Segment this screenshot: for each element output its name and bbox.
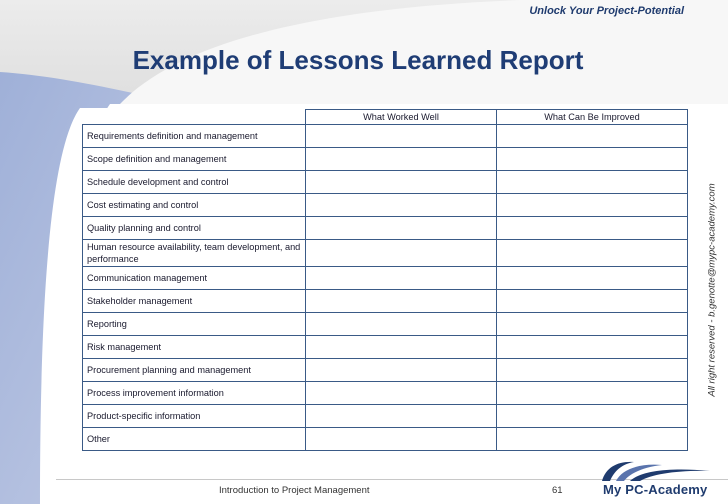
row-label: Process improvement information	[83, 382, 306, 405]
can-be-improved-cell[interactable]	[497, 217, 688, 240]
table-row	[83, 194, 688, 217]
table-row	[83, 171, 688, 194]
can-be-improved-cell[interactable]	[497, 290, 688, 313]
table-corner-cell	[83, 110, 306, 125]
brand-name: My PC-Academy	[603, 482, 708, 497]
worked-well-cell[interactable]	[306, 405, 497, 428]
column-header-what-worked-well: What Worked Well	[306, 110, 497, 125]
worked-well-cell[interactable]	[306, 148, 497, 171]
table-row	[83, 267, 688, 290]
worked-well-cell[interactable]	[306, 428, 497, 451]
worked-well-cell[interactable]	[306, 359, 497, 382]
table-row	[83, 428, 688, 451]
lessons-learned-table	[82, 109, 688, 451]
brand-logo-icon	[600, 459, 712, 481]
row-label: Reporting	[83, 313, 306, 336]
row-label: Requirements definition and management	[83, 125, 306, 148]
row-label: Human resource availability, team development, and performance	[83, 240, 306, 267]
table-row	[83, 217, 688, 240]
worked-well-cell[interactable]	[306, 125, 497, 148]
worked-well-cell[interactable]	[306, 336, 497, 359]
row-label: Risk management	[83, 336, 306, 359]
row-label: Cost estimating and control	[83, 194, 306, 217]
worked-well-cell[interactable]	[306, 171, 497, 194]
row-label: Procurement planning and management	[83, 359, 306, 382]
footer-course-title: Introduction to Project Management	[219, 485, 370, 496]
can-be-improved-cell[interactable]	[497, 125, 688, 148]
can-be-improved-cell[interactable]	[497, 194, 688, 217]
can-be-improved-cell[interactable]	[497, 428, 688, 451]
row-label: Product-specific information	[83, 405, 306, 428]
worked-well-cell[interactable]	[306, 240, 497, 267]
tagline: Unlock Your Project-Potential	[529, 5, 684, 17]
row-label: Quality planning and control	[83, 217, 306, 240]
worked-well-cell[interactable]	[306, 290, 497, 313]
can-be-improved-cell[interactable]	[497, 405, 688, 428]
table-row	[83, 125, 688, 148]
can-be-improved-cell[interactable]	[497, 148, 688, 171]
table-row	[83, 359, 688, 382]
can-be-improved-cell[interactable]	[497, 359, 688, 382]
row-label: Scope definition and management	[83, 148, 306, 171]
table-row	[83, 148, 688, 171]
table-row	[83, 313, 688, 336]
table-row	[83, 290, 688, 313]
row-label: Communication management	[83, 267, 306, 290]
page-number: 61	[552, 485, 563, 496]
worked-well-cell[interactable]	[306, 217, 497, 240]
worked-well-cell[interactable]	[306, 194, 497, 217]
row-label: Stakeholder management	[83, 290, 306, 313]
table-header-row	[83, 110, 688, 125]
copyright-side-text: All right reserved - b.genotte@mypc-academy.com	[706, 183, 718, 397]
can-be-improved-cell[interactable]	[497, 382, 688, 405]
row-label: Other	[83, 428, 306, 451]
row-label: Schedule development and control	[83, 171, 306, 194]
can-be-improved-cell[interactable]	[497, 171, 688, 194]
can-be-improved-cell[interactable]	[497, 313, 688, 336]
worked-well-cell[interactable]	[306, 313, 497, 336]
worked-well-cell[interactable]	[306, 382, 497, 405]
table-row	[83, 240, 688, 267]
can-be-improved-cell[interactable]	[497, 240, 688, 267]
table-row	[83, 336, 688, 359]
can-be-improved-cell[interactable]	[497, 336, 688, 359]
table-row	[83, 382, 688, 405]
table-row	[83, 405, 688, 428]
column-header-what-can-be-improved: What Can Be Improved	[497, 110, 688, 125]
can-be-improved-cell[interactable]	[497, 267, 688, 290]
worked-well-cell[interactable]	[306, 267, 497, 290]
page-title: Example of Lessons Learned Report	[132, 45, 584, 75]
